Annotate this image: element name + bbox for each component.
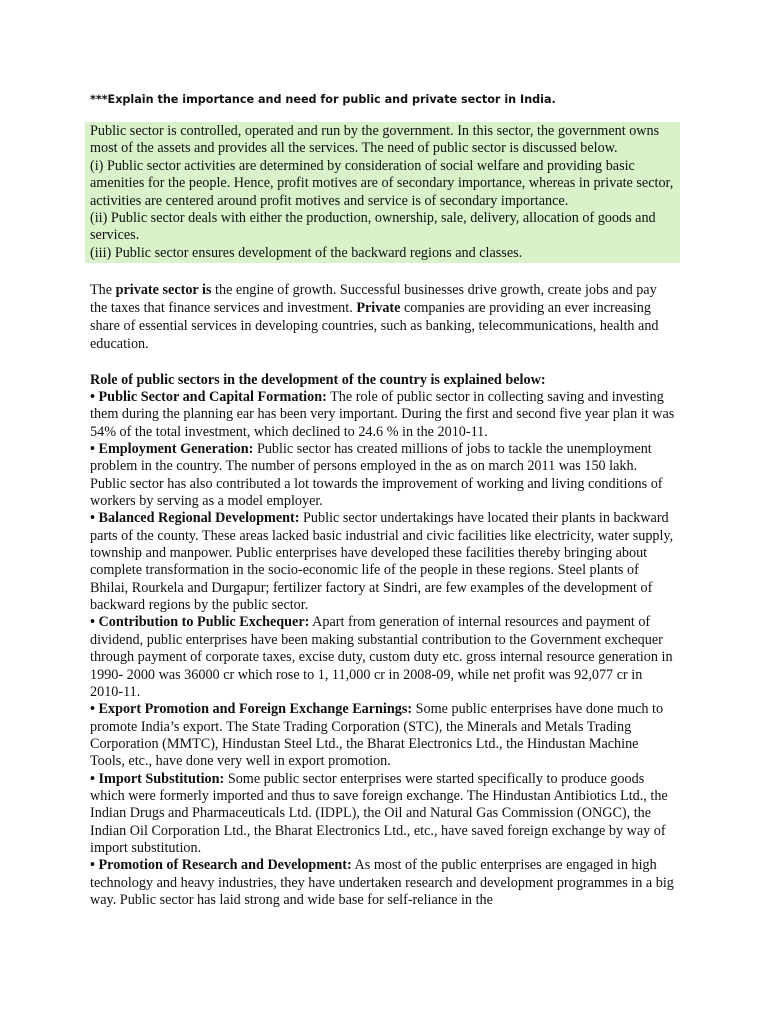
role-item — [90, 389, 675, 441]
role-item — [90, 857, 675, 909]
private-bold: Private — [356, 300, 401, 316]
private-text: the engine of growth. Successful businesses drive growth, create jobs and pay the taxes that finance services and investment. — [90, 282, 657, 316]
roles-list — [90, 389, 675, 909]
private-text: The — [90, 282, 116, 298]
role-item — [90, 441, 675, 510]
role-title: • Promotion of Research and Development: — [90, 857, 352, 874]
role-text: Public sector has created millions of jobs to tackle the unemployment problem in the country. The number of persons employed in the as on march 2011 was 150 lakh. Public sector has also contributed a lot towards the improvement of working and living conditions of workers by serving as a model employer. — [90, 441, 663, 510]
private-sector-paragraph — [90, 281, 675, 353]
role-item — [90, 614, 675, 701]
role-title: • Import Substitution: — [90, 770, 225, 787]
role-title: • Public Sector and Capital Formation: — [90, 389, 327, 405]
intro-paragraph — [90, 123, 675, 262]
role-item — [90, 771, 675, 858]
role-text: As most of the public enterprises are engaged in high technology and heavy industries, they have undertaken research and development programmes in a big way. Public sector has laid strong and wide base for self-reliance in the — [90, 857, 674, 908]
role-title: • Balanced Regional Development: — [90, 510, 300, 527]
role-text: Some public sector enterprises were started specifically to produce goods which were formerly imported and thus to save foreign exchange. The Hindustan Antibiotics Ltd., the Indian Drugs and Pharmaceuticals Ltd. (IDPL), the Oil and Natural Gas Commission (ONGC), the Indian Oil Corporation Ltd., the Bharat Electronics Ltd., etc., have saved foreign exchange by way of import substitution. — [90, 770, 668, 856]
role-title: • Contribution to Public Exchequer: — [90, 614, 310, 631]
private-bold: private sector is — [115, 282, 212, 298]
role-item — [90, 510, 675, 614]
intro-line: Public sector is controlled, operated and run by the government. In this sector, the government owns most of the assets and provides all the services. The need of public sector is discussed below. — [90, 123, 660, 157]
role-item — [90, 701, 675, 770]
roles-heading: Role of public sectors in the development of the country is explained below: — [90, 372, 546, 388]
private-text: companies are providing an ever increasing share of essential services in developing countries, such as banking, telecommunications, health and education. — [90, 300, 659, 352]
role-text: Public sector undertakings have located their plants in backward parts of the county. These areas lacked basic industrial and civic facilities like electricity, water supply, township and manpower. Public enterprises have developed these facilities thereby bringing about complete transformation in the socio-economic life of the people in these regions. Steel plants of Bhilai, Rourkela and Durgapur; fertilizer factory at Sindri, are few examples of the development of backward regions by the public sector. — [90, 510, 674, 614]
intro-line: (i) Public sector activities are determined by consideration of social welfare and providing basic amenities for the people. Hence, profit motives are of secondary importance, whereas in private sector, activities are centered around profit motives and service is of secondary importance. — [90, 157, 674, 209]
intro-line: (ii) Public sector deals with either the production, ownership, sale, delivery, allocation of goods and services. — [90, 210, 656, 244]
intro-line: (iii) Public sector ensures development of the backward regions and classes. — [90, 244, 523, 261]
role-title: • Employment Generation: — [90, 441, 254, 458]
role-title: • Export Promotion and Foreign Exchange Earnings: — [90, 701, 413, 718]
question-heading: ***Explain the importance and need for public and private sector in India. — [90, 93, 556, 106]
role-text: The role of public sector in collecting saving and investing them during the planning ear has been very important. During the first and second five year plan it was 54% of the total investment, which declined to 24.6 % in the 2010-11. — [90, 389, 675, 440]
role-text: Apart from generation of internal resources and payment of dividend, public enterprises have been making substantial contribution to the Government exchequer through payment of corporate taxes, excise duty, custom duty etc. gross internal resource generation in 1990- 2000 was 36000 cr which rose to 1, 11,000 cr in 2008-09, while net profit was 92,077 cr in 2010-11. — [90, 614, 673, 700]
role-text: Some public enterprises have done much to promote India’s export. The State Trading Corporation (STC), the Minerals and Metals Trading Corporation (MMTC), Hindustan Steel Ltd., the Bharat Electronics Ltd., the Hindustan Machine Tools, etc., have done very well in export promotion. — [90, 701, 664, 770]
